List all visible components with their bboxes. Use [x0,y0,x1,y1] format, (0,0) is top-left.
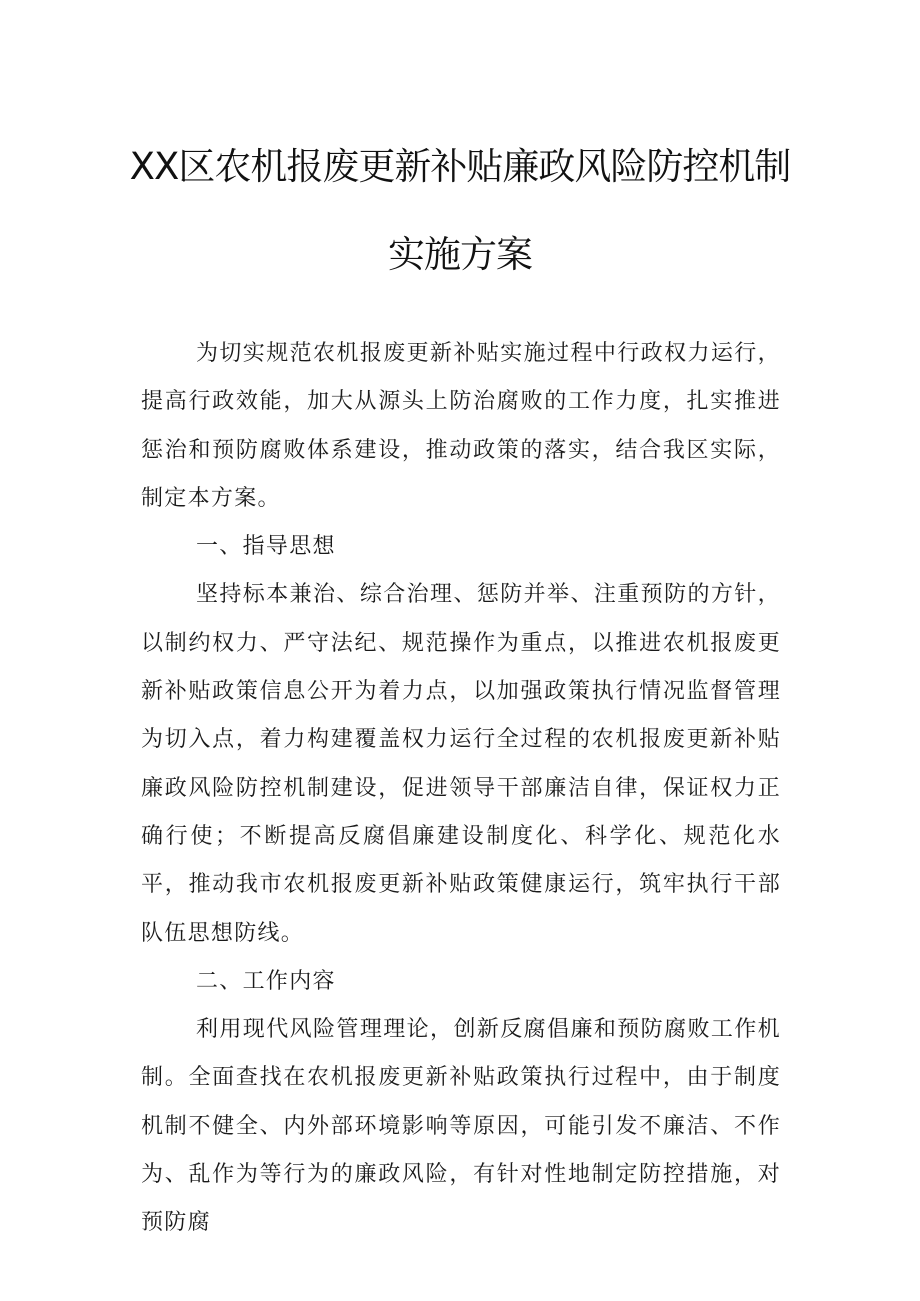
section-heading-work-content: 二、工作内容 [196,968,336,994]
paragraph-intro: 为切实规范农机报废更新补贴实施过程中行政权力运行，提高行政效能，加大从源头上防治腐败的工作力度，扎实推进惩治和预防腐败体系建设，推动政策的落实，结合我区实际，制定本方案。 [141,341,781,511]
document-title-line-2: 实施方案 [388,233,532,276]
document-body [141,330,781,1248]
section-heading-guiding-ideology: 一、指导思想 [196,534,336,560]
paragraph-guiding-ideology: 坚持标本兼治、综合治理、惩防并举、注重预防的方针，以制约权力、严守法纪、规范操作为重点，以推进农机报废更新补贴政策信息公开为着力点，以加强政策执行情况监督管理为切入点，着力构建覆盖权力运行全过程的农机报废更新补贴廉政风险防控机制建设，促进领导干部廉洁自律，保证权力正确行使；不断提高反腐倡廉建设制度化、科学化、规范化水平，推动我市农机报废更新补贴政策健康运行，筑牢执行干部队伍思想防线。 [141,582,781,946]
document-title-line-1: XX区农机报废更新补贴廉政风险防控机制 [129,145,791,188]
paragraph-work-content: 利用现代风险管理理论，创新反腐倡廉和预防腐败工作机制。全面查找在农机报废更新补贴政策执行过程中，由于制度机制不健全、内外部环境影响等原因，可能引发不廉洁、不作为、乱作为等行为的廉政风险，有针对性地制定防控措施，对预防腐 [141,1017,781,1236]
